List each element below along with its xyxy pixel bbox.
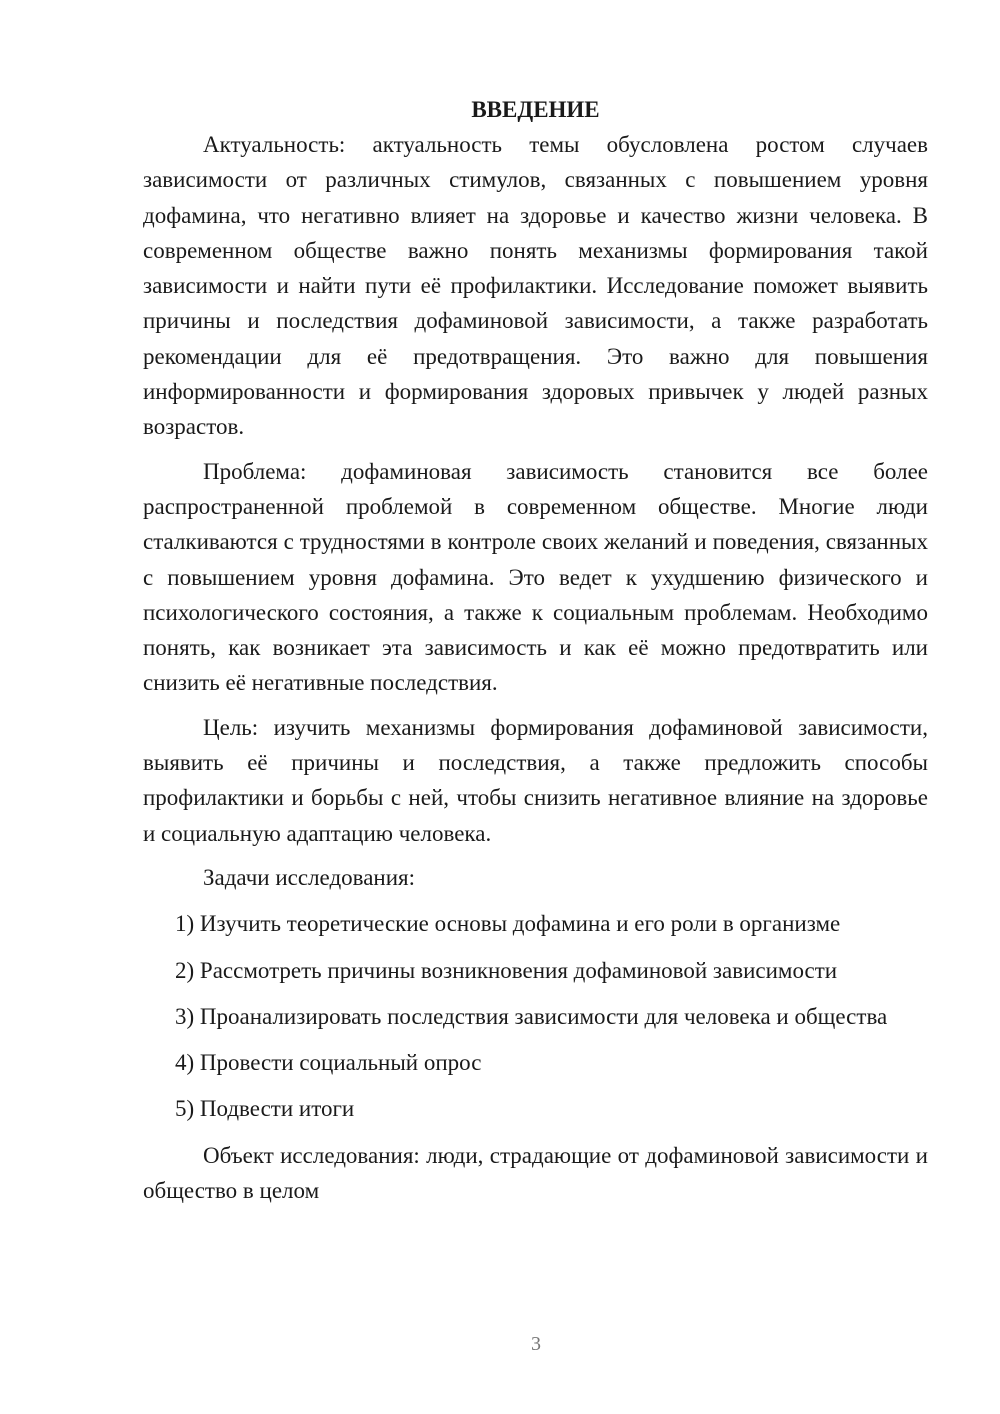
- section-heading: ВВЕДЕНИЕ: [471, 97, 600, 122]
- task-item: 4) Провести социальный опрос: [175, 1050, 482, 1076]
- relevance-paragraph: Актуальность: актуальность темы обусловлена ростом случаев зависимости от различных стимулов, связанных с повышением уровня дофамина, что негативно влияет на здоровье и качество жизни человека. В современном обществе важно понять механизмы формирования такой зависимости и найти пути её профилактики. Исследование поможет выявить причины и последствия дофаминовой зависимости, а также разработать рекомендации для её предотвращения. Это важно для повышения информированности и формирования здоровых привычек у людей разных возрастов.: [143, 132, 928, 440]
- goal-paragraph: Цель: изучить механизмы формирования дофаминовой зависимости, выявить её причины и последствия, а также предложить способы профилактики и борьбы с ней, чтобы снизить негативное влияние на здоровье и социальную адаптацию человека.: [143, 714, 928, 846]
- object-paragraph: Объект исследования: люди, страдающие от дофаминовой зависимости и общество в целом: [143, 1142, 928, 1204]
- task-item: 2) Рассмотреть причины возникновения дофаминовой зависимости: [175, 957, 838, 983]
- problem-paragraph: Проблема: дофаминовая зависимость становится все более распространенной проблемой в современном обществе. Многие люди сталкиваются с трудностями в контроле своих желаний и поведения, связанных с повышением уровня дофамина. Это ведет к ухудшению физического и психологического состояния, а также к социальным проблемам. Необходимо понять, как возникает эта зависимость и как её можно предотвратить или снизить её негативные последствия.: [143, 458, 928, 696]
- task-item: 1) Изучить теоретические основы дофамина и его роли в организме: [175, 911, 841, 937]
- task-item: 3) Проанализировать последствия зависимости для человека и общества: [175, 1003, 888, 1029]
- tasks-heading: Задачи исследования:: [203, 864, 416, 890]
- document-page: [143, 92, 928, 1208]
- page-number: 3: [531, 1333, 541, 1355]
- task-item: 5) Подвести итоги: [175, 1096, 355, 1122]
